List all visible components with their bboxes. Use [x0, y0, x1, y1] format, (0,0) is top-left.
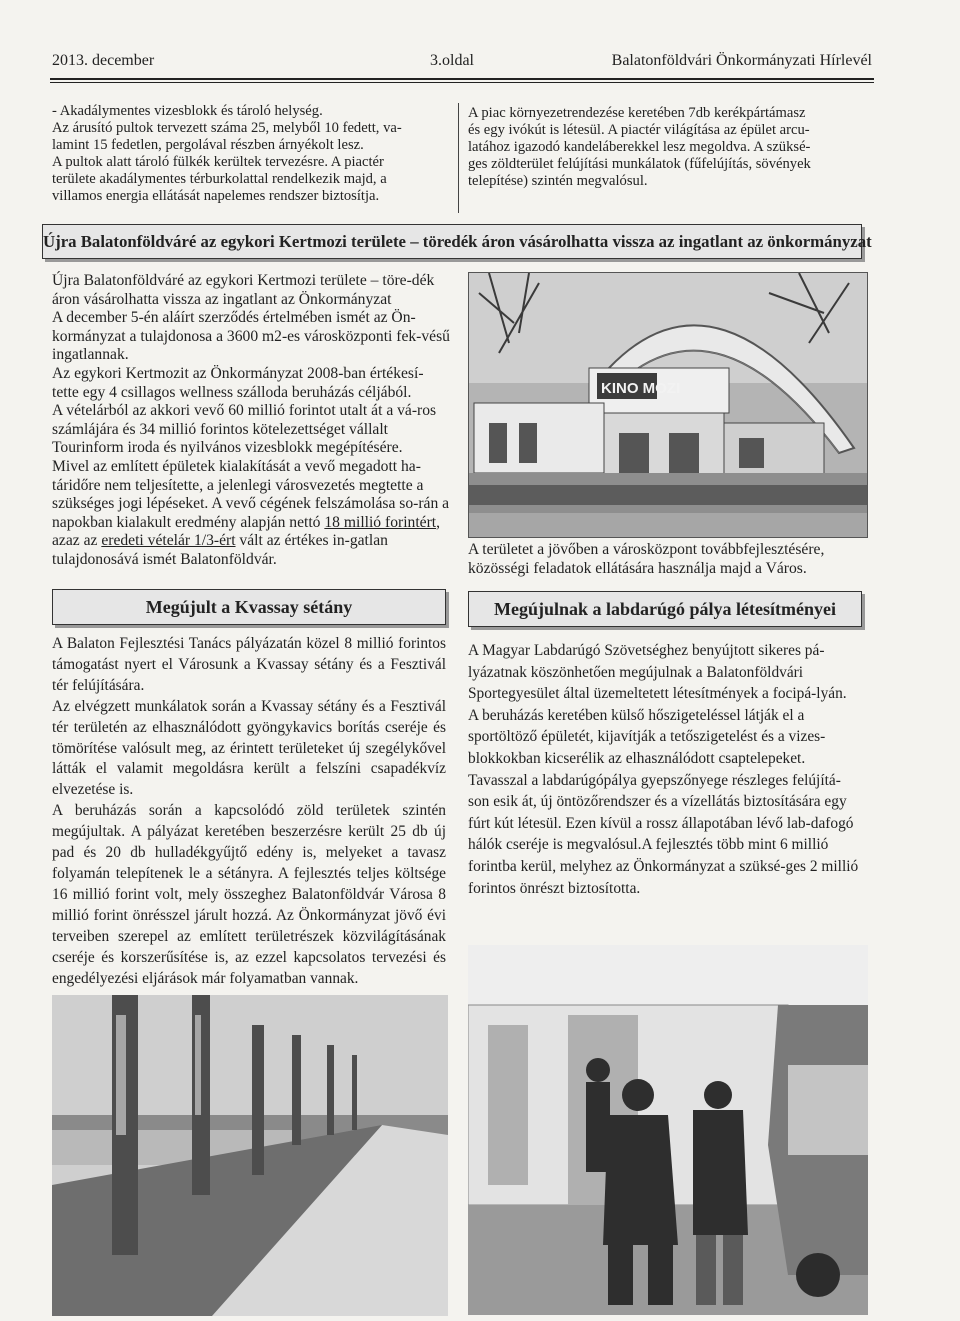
text-line: Az árusító pultok tervezett száma 25, melyből 10 fedett, va- — [52, 120, 402, 136]
text-run: Mivel az említett épületek kialakítását a vevő megadott ha-táridőre nem teljesítette, a jelenlegi városvezetés megtette a szükséges jogi lépéseket. A vevő cégének felszámolása so-rán a napokban kialakult eredmény alapján nettó — [52, 457, 450, 531]
text-line: villamos energia ellátását napelemes rendszer biztosítja. — [52, 188, 380, 204]
text-line: latához igazodó kandeláberekkel lesz megoldva. A szüksé- — [468, 139, 811, 155]
header-rule — [50, 78, 874, 80]
text-run: vált az értékes in-gatlan tulajdonosává ismét Balatonföldvár. — [52, 532, 388, 568]
paragraph: A beruházás keretében külső hőszigeteléssel látják el a sportöltöző épületét, kijavítják a tetőszigetelést és a vizes-blokkokban kicserélik az elhasználódott csaptelepeket. — [468, 706, 826, 767]
kvassay-promenade-photo — [52, 995, 448, 1316]
article-body-football — [468, 640, 862, 899]
article-body-kvassay — [52, 634, 446, 989]
text-line: területe akadálymentes térburkolattal rendelkezik majd, a — [52, 171, 387, 187]
paragraph: Tavasszal a labdarúgópálya gyepszőnyege részleges felújítá-son esik át, új öntözőrendszer és a vízellátás biztosítására egy fúrt kút létesül. Ezen kívül a rossz állapotában lévő lab-dafogó hálók cseréje is megvalósul.A fejlesztés több mint 6 millió forintba kerül, melyhez az Önkormányzat a szüksé-ges 2 millió forintos önrészt biztosította. — [468, 771, 859, 897]
paragraph: A vételárból az akkori vevő 60 millió forintot utalt át a vá-ros számlájára és 34 millió forintos kötelezettséget vállalt Tourinform iroda és nyilvános vizesblokk megépítésére. — [52, 402, 437, 457]
text-run: , azaz az — [52, 513, 441, 550]
column-divider — [458, 103, 459, 213]
text-line: ges zöldterület felújítási munkálatok (fűfelújítás, sövények — [468, 156, 811, 172]
article-title-kvassay: Megújult a Kvassay sétány — [52, 589, 446, 625]
text-line: lamint 15 fedetlen, pergolával részben árnyékolt lesz. — [52, 137, 364, 153]
text-line: A pultok alatt tároló fülkék kerültek tervezésre. A piactér — [52, 154, 384, 170]
paragraph: Újra Balatonföldváré az egykori Kertmozi területe – töre-dék áron vásárolhatta vissza az ingatlant az Önkormányzat — [52, 272, 435, 308]
text-line: A piac környezetrendezése keretében 7db kerékpártámasz — [468, 105, 806, 121]
football-facility-workers-photo — [468, 945, 868, 1315]
page-number: 3.oldal — [430, 52, 474, 69]
article-title-football: Megújulnak a labdarúgó pálya létesítményei — [468, 591, 862, 627]
issue-date: 2013. december — [52, 52, 155, 69]
paragraph: Az elvégzett munkálatok során a Kvassay sétány és a Fesztivál tér területén az elhasználódott gyöngykavics borítás cseréje és tömörítése valósult meg, az érintett területeket új szegélykővel látták el valamit megoldásra került a felszíni csapadékvíz elvezetése is. — [52, 697, 446, 799]
paragraph: A beruházás során a kapcsolódó zöld területek szintén megújultak. A pályázat keretében beszerzésre került 25 db új pad és 20 db hulladékgyűjtő edény is, melyeket a tavasz folyamán telepítenek le a sétányra. A fejlesztés teljes költsége 16 millió forint volt, mely összeghez Balatonföldvár Városa 8 millió forint önrésszel járult hozzá. Az Önkormányzat jövő évi terveiben szerepel az említett területrészek közvilágításának cseréje és korszerűsítése is, az ezzel kapcsolatos tervezési és engedélyezési eljárások már folyamatban vannak. — [52, 802, 446, 987]
top-left-continuation — [52, 103, 452, 205]
publication-title: Balatonföldvári Önkormányzati Hírlevél — [611, 52, 872, 69]
paragraph: A december 5-én aláírt szerződés értelmében ismét az Ön-kormányzat a tulajdonosa a 3600 m2-es városközponti fek-vésű ingatlannak. — [52, 309, 450, 364]
text-line: és egy ivókút is létesül. A piactér világítása az épület arcu- — [468, 122, 810, 138]
paragraph: Az egykori Kertmozit az Önkormányzat 2008-ban értékesí-tette egy 4 csillagos wellness szálloda beruházás céljából. — [52, 364, 424, 401]
text-line: telepítése) szintén megvalósul. — [468, 173, 648, 189]
top-right-continuation — [468, 105, 870, 190]
underlined-amount: 18 millió forintért — [324, 513, 437, 531]
header-rule-thin — [50, 82, 874, 83]
mozi-sign-text: KINO MOZI — [601, 380, 681, 397]
article-body-kertmozi — [52, 272, 450, 570]
page-header — [52, 52, 872, 76]
kertmozi-photo-caption: A területet a jövőben a városközpont továbbfejlesztésére, közösségi feladatok ellátására használja majd a Város. — [468, 541, 825, 577]
paragraph — [52, 458, 450, 570]
paragraph: A Balaton Fejlesztési Tanács pályázatán közel 8 millió forintos támogatást nyert el Városunk a Kvassay sétány és a Fesztivál tér felújítására. — [52, 635, 446, 694]
text-line: - Akadálymentes vizesblokk és tároló helység. — [52, 103, 323, 119]
kertmozi-building-photo — [468, 272, 868, 538]
underlined-price: eredeti vételár 1/3-ért — [101, 532, 236, 550]
paragraph: A Magyar Labdarúgó Szövetséghez benyújtott sikeres pá-lyázatnak köszönhetően megújulnak a Balatonföldvári Sportegyesület által üzemeltetett létesítmények a focipá-lyán. — [468, 642, 847, 703]
article-title-kertmozi: Újra Balatonföldváré az egykori Kertmozi területe – töredék áron vásárolhatta vissza az ingatlant az önkormányzat — [42, 224, 862, 259]
